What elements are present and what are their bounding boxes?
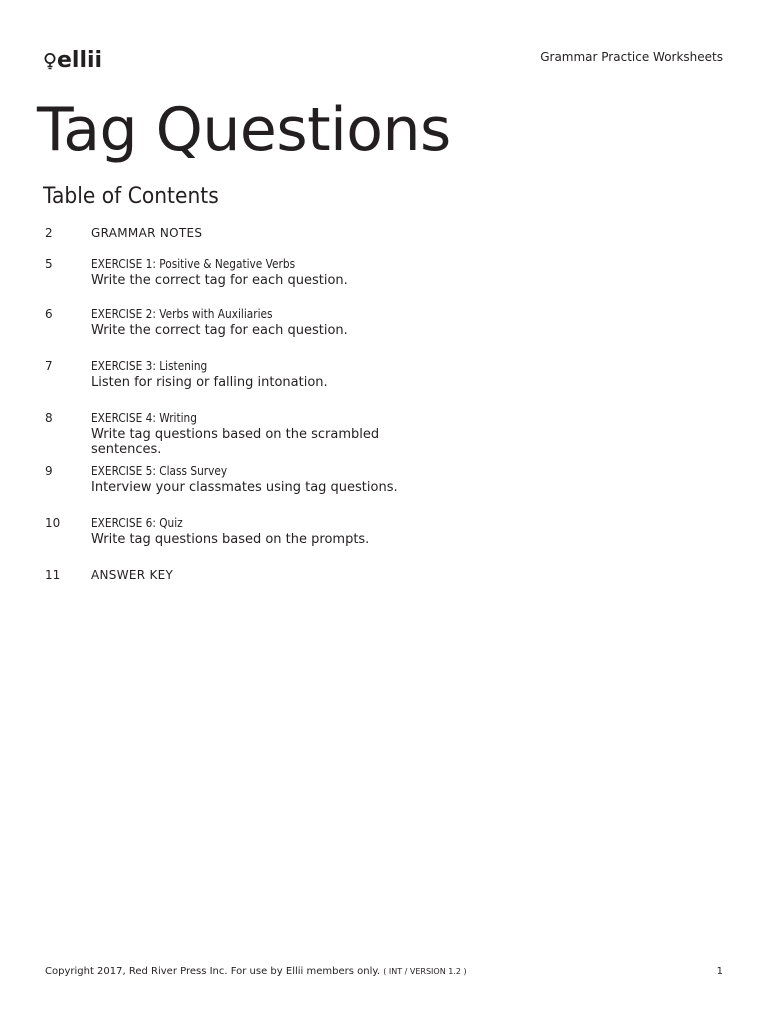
toc-entry-title: EXERCISE 3: Listening xyxy=(91,359,208,373)
page-title: Tag Questions xyxy=(37,95,451,165)
toc-entry-title: EXERCISE 6: Quiz xyxy=(91,516,183,530)
toc-entry-description: Interview your classmates using tag questions. xyxy=(91,480,398,495)
toc-heading: Table of Contents xyxy=(43,184,219,209)
toc-entry-title: ANSWER KEY xyxy=(91,568,174,582)
toc-entry-title: EXERCISE 5: Class Survey xyxy=(91,464,228,478)
logo-text: ellii xyxy=(57,48,103,73)
lightbulb-icon xyxy=(44,52,56,70)
toc-entry-title: EXERCISE 1: Positive & Negative Verbs xyxy=(91,257,296,271)
toc-page-number: 10 xyxy=(45,516,61,530)
toc-page-number: 6 xyxy=(45,307,53,321)
toc-page-number: 5 xyxy=(45,257,53,271)
toc-entry-description: Listen for rising or falling intonation. xyxy=(91,375,328,390)
toc-page-number: 11 xyxy=(45,568,61,582)
footer-page-number: 1 xyxy=(716,966,723,977)
toc-entry-description: Write tag questions based on the prompts. xyxy=(91,532,370,547)
toc-entry-title: EXERCISE 4: Writing xyxy=(91,411,197,425)
toc-page-number: 8 xyxy=(45,411,53,425)
toc-entry-description: Write the correct tag for each question. xyxy=(91,323,348,338)
copyright-text: Copyright 2017, Red River Press Inc. For use by Ellii members only. xyxy=(45,966,381,977)
version-text: ( INT / VERSION 1.2 ) xyxy=(383,967,467,976)
ellii-logo xyxy=(44,48,102,73)
footer-copyright xyxy=(45,966,467,980)
header-series-title: Grammar Practice Worksheets xyxy=(540,50,723,64)
toc-entry-title: EXERCISE 2: Verbs with Auxiliaries xyxy=(91,307,273,321)
toc-entry-description: Write tag questions based on the scrambled sentences. xyxy=(91,427,380,457)
toc-page-number: 7 xyxy=(45,359,53,373)
toc-page-number: 9 xyxy=(45,464,53,478)
toc-entry-description: Write the correct tag for each question. xyxy=(91,273,348,288)
toc-entry-title: GRAMMAR NOTES xyxy=(91,226,203,240)
toc-page-number: 2 xyxy=(45,226,53,240)
